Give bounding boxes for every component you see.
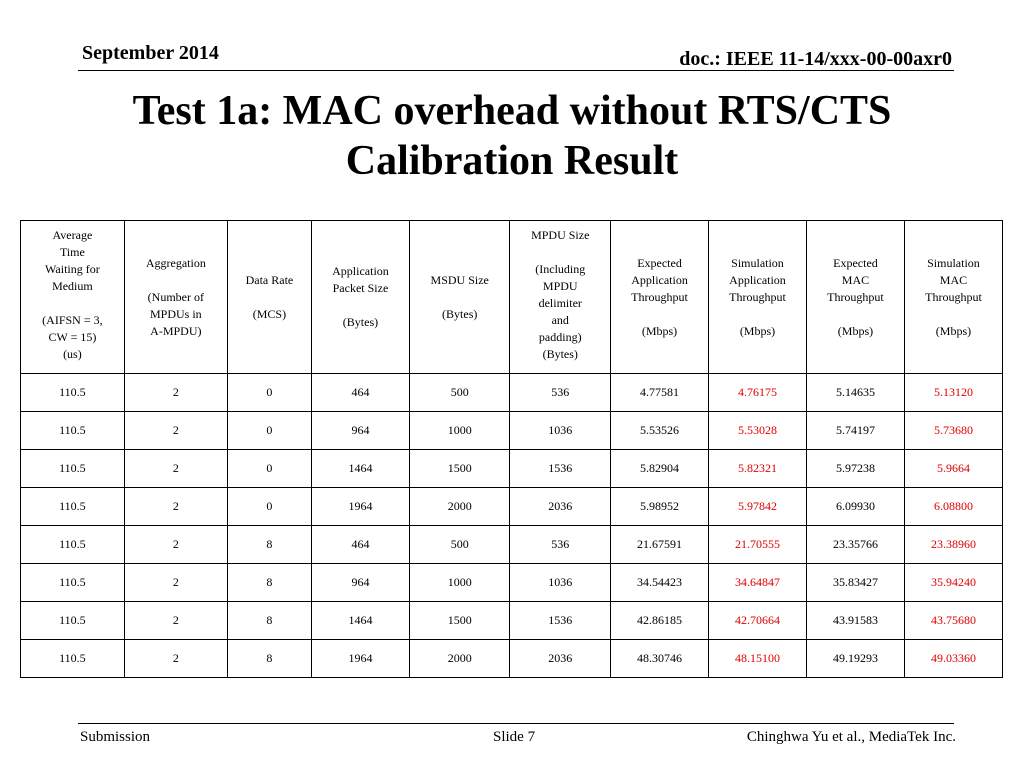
table-cell: 110.5 (21, 526, 125, 564)
column-header-line (413, 289, 507, 306)
table-cell: 2 (124, 488, 227, 526)
column-header (227, 221, 311, 374)
table-cell: 5.53526 (611, 412, 709, 450)
table-cell: 110.5 (21, 602, 125, 640)
table-cell: 1964 (311, 488, 409, 526)
column-header-line: A-MPDU) (150, 323, 202, 338)
column-header (806, 221, 904, 374)
column-header-line: MPDUs in (149, 306, 202, 321)
column-header-line: (Mbps) (837, 323, 874, 338)
table-cell: 0 (227, 374, 311, 412)
table-cell: 1464 (311, 450, 409, 488)
table-cell: 8 (227, 526, 311, 564)
table-cell: 4.77581 (611, 374, 709, 412)
table-cell: 5.82321 (709, 450, 807, 488)
column-header-line: Aggregation (145, 255, 206, 270)
table-cell: 23.38960 (904, 526, 1002, 564)
table-cell: 1036 (510, 564, 611, 602)
table-cell: 110.5 (21, 450, 125, 488)
table-cell: 6.08800 (904, 488, 1002, 526)
column-header (124, 221, 227, 374)
table-row (21, 640, 1003, 678)
table-row (21, 564, 1003, 602)
table-cell: 2 (124, 374, 227, 412)
table-cell: 110.5 (21, 640, 125, 678)
column-header-line: Packet Size (332, 281, 389, 295)
table-cell: 464 (311, 526, 409, 564)
table-cell: 49.03360 (904, 640, 1002, 678)
table-cell: 49.19293 (806, 640, 904, 678)
column-header (904, 221, 1002, 374)
column-header-line: (AIFSN = 3, (42, 313, 103, 327)
table-cell: 8 (227, 640, 311, 678)
table-cell: 8 (227, 564, 311, 602)
column-header-line: Throughput (729, 289, 786, 304)
table-cell: 2 (124, 450, 227, 488)
table-cell: 536 (510, 526, 611, 564)
table-cell: 42.86185 (611, 602, 709, 640)
column-header-line (712, 306, 803, 323)
column-header-line (810, 306, 901, 323)
table-cell: 2000 (409, 488, 510, 526)
table-header-row (21, 221, 1003, 374)
column-header-line: Waiting for (45, 262, 100, 276)
column-header-line (315, 297, 406, 314)
table-cell: 110.5 (21, 374, 125, 412)
table-cell: 35.83427 (806, 564, 904, 602)
column-header-line (614, 306, 705, 323)
table-cell: 110.5 (21, 412, 125, 450)
table-cell: 2036 (510, 488, 611, 526)
table-cell: 42.70664 (709, 602, 807, 640)
column-header (510, 221, 611, 374)
column-header (409, 221, 510, 374)
column-header-line: Throughput (631, 289, 688, 304)
table-cell: 1964 (311, 640, 409, 678)
table-cell: 48.30746 (611, 640, 709, 678)
column-header-line: and (551, 313, 569, 327)
table-cell: 21.67591 (611, 526, 709, 564)
results-table (20, 220, 1003, 678)
table-cell: 2 (124, 640, 227, 678)
table-row (21, 374, 1003, 412)
table-cell: 2 (124, 602, 227, 640)
table-cell: 500 (409, 526, 510, 564)
table-row (21, 526, 1003, 564)
column-header-line: (Bytes) (442, 306, 478, 321)
table-cell: 110.5 (21, 564, 125, 602)
table-cell: 1036 (510, 412, 611, 450)
column-header-line (24, 295, 121, 312)
table-cell: 34.64847 (709, 564, 807, 602)
table-cell: 2036 (510, 640, 611, 678)
column-header-line: CW = 15) (48, 330, 97, 344)
footer-submission: Submission (80, 729, 151, 745)
table-row (21, 412, 1003, 450)
table-cell: 964 (311, 564, 409, 602)
table-cell: 5.53028 (709, 412, 807, 450)
table-cell: 0 (227, 488, 311, 526)
table-cell: 48.15100 (709, 640, 807, 678)
table-cell: 2000 (409, 640, 510, 678)
table-cell: 23.35766 (806, 526, 904, 564)
table-cell: 43.91583 (806, 602, 904, 640)
column-header-line: Throughput (827, 289, 884, 304)
table-cell: 536 (510, 374, 611, 412)
column-header-line: (Including (535, 262, 586, 276)
column-header-line: MPDU (542, 279, 578, 293)
column-header-line: padding) (538, 330, 582, 344)
column-header-line: (Mbps) (641, 323, 678, 338)
table-row (21, 602, 1003, 640)
column-header-line: Expected (833, 255, 878, 270)
table-cell: 5.14635 (806, 374, 904, 412)
slide-title (0, 86, 1024, 186)
column-header-line: (Mbps) (935, 323, 972, 338)
column-header-line: Expected (637, 255, 682, 270)
table-cell: 34.54423 (611, 564, 709, 602)
table-cell: 5.98952 (611, 488, 709, 526)
slide-title-line2: Calibration Result (345, 138, 679, 184)
column-header-line: MPDU Size (531, 228, 590, 242)
table-cell: 2 (124, 412, 227, 450)
column-header-line: Application (631, 272, 688, 287)
table-cell: 2 (124, 526, 227, 564)
table-cell: 964 (311, 412, 409, 450)
footer-divider (78, 723, 954, 724)
table-cell: 0 (227, 412, 311, 450)
table-cell: 2 (124, 564, 227, 602)
header-divider (78, 70, 954, 71)
column-header-line: Simulation (731, 255, 784, 270)
column-header-line: (Number of (147, 289, 204, 304)
table-cell: 1464 (311, 602, 409, 640)
table-cell: 5.74197 (806, 412, 904, 450)
column-header-line: Data Rate (245, 272, 294, 287)
table-cell: 1500 (409, 602, 510, 640)
column-header (611, 221, 709, 374)
column-header (709, 221, 807, 374)
table-cell: 5.82904 (611, 450, 709, 488)
table-cell: 8 (227, 602, 311, 640)
column-header-line: Time (59, 245, 85, 259)
column-header (311, 221, 409, 374)
table-cell: 5.9664 (904, 450, 1002, 488)
column-header-line: Simulation (927, 255, 980, 270)
table-cell: 5.97238 (806, 450, 904, 488)
header-doc-id: doc.: IEEE 11-14/xxx-00-00axr0 (679, 48, 952, 70)
table-cell: 5.73680 (904, 412, 1002, 450)
table-cell: 4.76175 (709, 374, 807, 412)
table-cell: 6.09930 (806, 488, 904, 526)
column-header-line: Average (52, 228, 93, 242)
column-header-line (513, 244, 607, 261)
table-cell: 1500 (409, 450, 510, 488)
column-header-line: Application (332, 264, 389, 278)
column-header-line (908, 306, 999, 323)
column-header-line: Application (729, 272, 786, 287)
table-cell: 43.75680 (904, 602, 1002, 640)
table-cell: 5.97842 (709, 488, 807, 526)
column-header-line: (us) (63, 347, 82, 361)
column-header-line: (MCS) (252, 306, 287, 321)
column-header-line (128, 272, 224, 289)
table-cell: 1000 (409, 412, 510, 450)
column-header-line: MSDU Size (430, 272, 489, 287)
table-row (21, 450, 1003, 488)
column-header-line: MAC (841, 272, 870, 287)
table-cell: 0 (227, 450, 311, 488)
table-body (21, 374, 1003, 678)
column-header (21, 221, 125, 374)
header-date: September 2014 (82, 42, 219, 64)
column-header-line: Medium (52, 279, 93, 293)
footer-slide-number: Slide 7 (493, 729, 536, 745)
table-cell: 500 (409, 374, 510, 412)
column-header-line: Throughput (925, 289, 982, 304)
table-cell: 110.5 (21, 488, 125, 526)
table-cell: 464 (311, 374, 409, 412)
table-cell: 1536 (510, 450, 611, 488)
table-cell: 21.70555 (709, 526, 807, 564)
column-header-line: (Bytes) (342, 315, 379, 329)
column-header-line: MAC (939, 272, 968, 287)
table-cell: 1000 (409, 564, 510, 602)
slide-title-line1: Test 1a: MAC overhead without RTS/CTS (132, 88, 892, 134)
column-header-line: (Mbps) (739, 323, 776, 338)
table-cell: 1536 (510, 602, 611, 640)
column-header-line: (Bytes) (542, 347, 578, 361)
table-cell: 35.94240 (904, 564, 1002, 602)
table-row (21, 488, 1003, 526)
table-cell: 5.13120 (904, 374, 1002, 412)
column-header-line (231, 289, 308, 306)
column-header-line: delimiter (538, 296, 582, 310)
footer-author: Chinghwa Yu et al., MediaTek Inc. (746, 729, 956, 745)
